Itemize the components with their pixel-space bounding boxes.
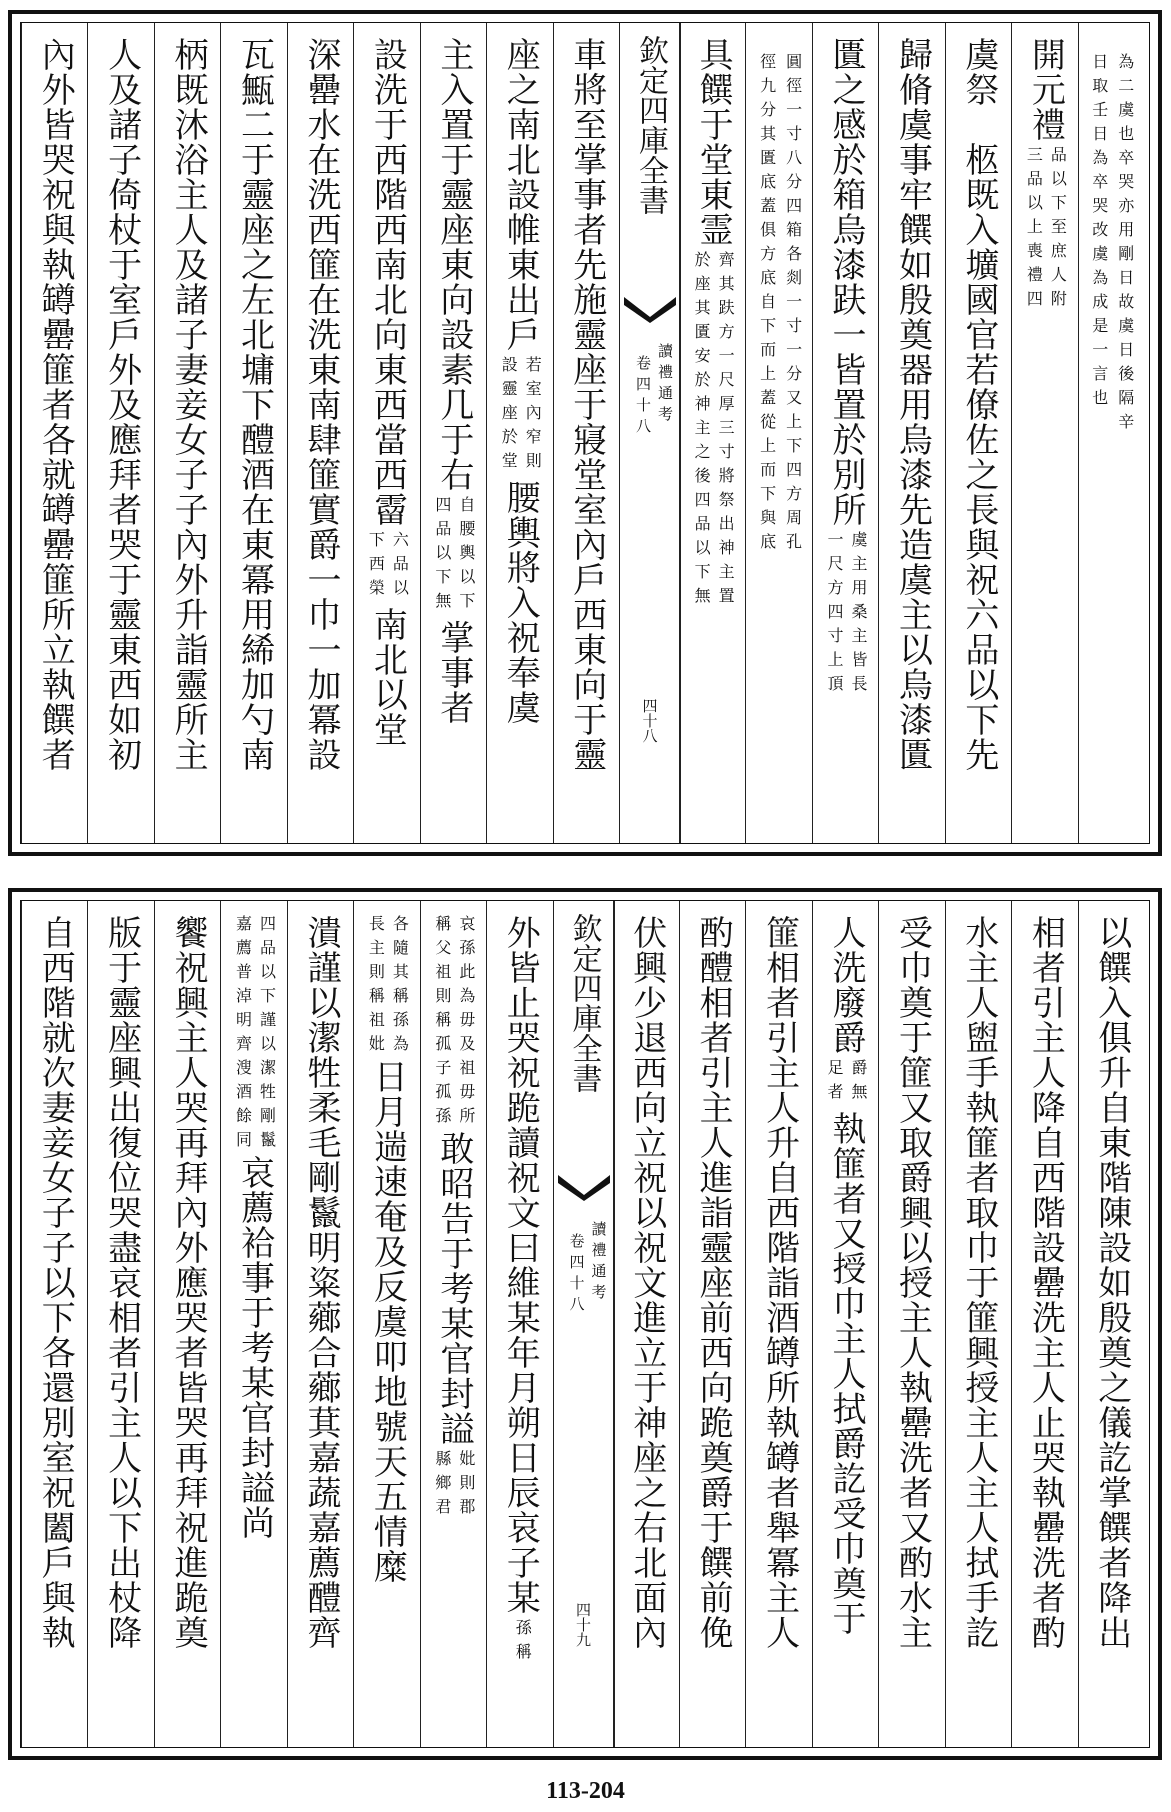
right-column-6 <box>679 901 746 1747</box>
annotation-line: 日取壬日為卒哭改虞為成是一言也 <box>1089 53 1109 413</box>
right-column-5 <box>745 23 812 843</box>
annotation-line: 圓徑一寸八分四箱各剡一寸一分又上下四方周孔 <box>783 53 803 557</box>
annotation-pair <box>498 356 542 476</box>
column-text: 腰輿將入祝奉虞 <box>500 480 541 725</box>
right-column-2 <box>945 23 1012 843</box>
column-text: 伏興少退西向立祝以祝文進立于神座之右北面內 <box>626 915 667 1650</box>
left-column-3 <box>353 23 420 843</box>
annotation-line: 一尺方四寸上頂 <box>825 531 845 699</box>
column-flow <box>354 915 420 1584</box>
left-column-7 <box>21 901 88 1747</box>
left-column-2 <box>353 901 420 1747</box>
lower-page-frame <box>20 900 1150 1748</box>
book-title: 讀禮通考 <box>655 343 674 427</box>
annotation-line: 縣鄉君 <box>432 1450 452 1522</box>
column-flow <box>421 915 487 1522</box>
right-column-4 <box>812 901 879 1747</box>
right-column-1 <box>1011 23 1078 843</box>
annotation-pair <box>824 531 868 699</box>
fold-header-column <box>553 901 615 1747</box>
column-text: 主入置于靈座東向設素几于右 <box>433 37 474 492</box>
collection-title: 欽定四庫全書 <box>632 35 668 215</box>
column-text: 柄既沐浴主人及諸子妻妾女子子內外升詣靈所主 <box>168 37 209 772</box>
column-text: 南北以堂 <box>367 607 408 747</box>
column-text: 匱之感於箱烏漆趺一皆置於別所 <box>826 37 867 527</box>
left-column-4 <box>287 23 354 843</box>
column-text: 執篚者又授巾主人拭爵訖受巾奠于 <box>826 1111 867 1636</box>
column-text: 人及諸子倚杖于室戶外及應拜者哭于靈東西如初 <box>101 37 142 772</box>
left-column-4 <box>220 901 287 1747</box>
annotation-line: 於座其匱安於神主之後四品以下無 <box>692 251 712 611</box>
annotation-pair <box>365 915 409 1059</box>
column-text: 篚相者引主人升自西階詣酒罇所執罇者舉冪主人 <box>759 915 800 1650</box>
lower-page <box>8 888 1162 1760</box>
left-column-7 <box>87 23 154 843</box>
collection-title: 欽定四庫全書 <box>566 913 602 1093</box>
annotation-line: 嘉薦普淖明齊溲酒餘同 <box>233 915 253 1155</box>
right-column-0 <box>1078 23 1145 843</box>
left-column-6 <box>154 23 221 843</box>
annotation-line: 下西榮 <box>366 531 386 603</box>
annotation-line: 設靈座於堂 <box>499 356 519 476</box>
fold-header-column <box>619 23 681 843</box>
left-column-8 <box>21 23 88 843</box>
annotation-line: 品以下至庶人附 <box>1048 146 1068 314</box>
column-text: 深罍水在洗西篚在洗東南肆篚實爵一巾一加冪設 <box>300 37 341 772</box>
column-text: 人洗廢爵 <box>826 915 867 1055</box>
column-text: 車將至掌事者先施靈座于寢堂室內戶西東向于靈 <box>566 37 607 772</box>
column-flow <box>680 37 746 611</box>
annotation-line: 六品以 <box>390 531 410 603</box>
left-column-0 <box>553 23 620 843</box>
column-text: 饗祝興主人哭再拜內外應哭者皆哭再拜祝進跪奠 <box>168 915 209 1650</box>
annotation-line: 四品以下謹以潔牲剛鬣 <box>257 915 277 1155</box>
upper-page-frame <box>20 22 1150 844</box>
column-text: 座之南北設帷東出戶 <box>500 37 541 352</box>
right-column-3 <box>878 901 945 1747</box>
annotation-line: 哀孫此為毋及祖毋所 <box>456 915 476 1131</box>
column-flow <box>354 37 420 747</box>
annotation-line: 三品以上喪禮四 <box>1024 146 1044 314</box>
column-text: 以饌入俱升自東階陳設如殷奠之儀訖掌饌者降出 <box>1091 915 1132 1650</box>
annotation-pair <box>432 1450 476 1522</box>
column-flow <box>421 37 487 725</box>
annotation-line: 齊其趺方一尺厚三寸將祭出神主置 <box>716 251 736 611</box>
annotation-pair <box>1023 146 1067 314</box>
right-column-4 <box>812 23 879 843</box>
column-text: 內外皆哭祝與執罇罍篚者各就罇罍篚所立執饌者 <box>35 37 76 772</box>
folio-number: 四十八 <box>640 698 659 743</box>
column-text: 自西階就次妻妾女子子以下各還別室祝闔戶與執 <box>35 915 76 1650</box>
column-text: 酌醴相者引主人進詣靈座前西向跪奠爵于饌前俛 <box>693 915 734 1650</box>
right-column-0 <box>1078 901 1145 1747</box>
annotation-pair <box>508 1619 532 1667</box>
column-text: 受巾奠于篚又取爵興以授主人執罍洗者又酌水主 <box>892 915 933 1650</box>
page-code: 113-204 <box>546 1778 625 1804</box>
annotation-pair <box>233 915 277 1155</box>
annotation-line: 自腰輿以下 <box>456 496 476 616</box>
left-column-1 <box>486 23 553 843</box>
annotation-line: 各隨其稱孫為 <box>390 915 410 1059</box>
column-text: 歸脩虞事牢饌如殷奠器用烏漆先造虞主以烏漆匱 <box>892 37 933 772</box>
right-column-5 <box>745 901 812 1747</box>
right-column-7 <box>613 901 680 1747</box>
column-text: 設洗于西階西南北向東西當西霤 <box>367 37 408 527</box>
annotation-line: 四品以下無 <box>432 496 452 616</box>
column-text: 瓦甒二于靈座之左北墉下醴酒在東冪用絺加勺南 <box>234 37 275 772</box>
annotation-pair <box>824 1059 868 1107</box>
column-text: 開元禮 <box>1025 37 1066 142</box>
annotation-line: 虞主用桑主皆長 <box>849 531 869 699</box>
left-column-0 <box>486 901 553 1747</box>
fishtail-mark-icon <box>554 1173 614 1203</box>
column-text: 潰謹以潔牲柔毛剛鬣明粢薌合薌萁嘉蔬嘉薦醴齊 <box>300 915 341 1650</box>
column-flow <box>221 915 287 1540</box>
annotation-line: 爵無 <box>849 1059 869 1107</box>
right-column-6 <box>679 23 746 843</box>
column-text: 哀薦袷事于考某官封謚尚 <box>234 1155 275 1540</box>
fishtail-mark-icon <box>620 295 680 325</box>
right-column-1 <box>1011 901 1078 1747</box>
column-text: 具饌于堂東霊 <box>693 37 734 247</box>
column-text: 相者引主人降自西階設罍洗主人止哭執罍洗者酌 <box>1025 915 1066 1650</box>
column-flow <box>813 37 879 699</box>
annotation-line: 妣則郡 <box>456 1450 476 1522</box>
annotation-pair <box>691 251 735 611</box>
upper-page <box>8 10 1162 856</box>
left-column-6 <box>87 901 154 1747</box>
annotation-pair <box>365 531 409 603</box>
annotation-line: 稱父祖則稱孤子孤孫 <box>432 915 452 1131</box>
column-text: 敢昭告于考某官封謚 <box>433 1131 474 1446</box>
column-text: 虞祭 柩既入壙國官若僚佐之長與祝六品以下先 <box>958 37 999 772</box>
right-column-3 <box>878 23 945 843</box>
annotation-line: 為二虞也卒哭亦用剛日故虞日後隔辛 <box>1115 53 1135 437</box>
left-column-3 <box>287 901 354 1747</box>
left-column-5 <box>154 901 221 1747</box>
annotation-line: 徑九分其匱底蓋俱方底自下而上蓋從上而下與底 <box>757 53 777 557</box>
column-flow <box>813 915 879 1636</box>
volume-number: 卷四十八 <box>633 355 652 439</box>
annotation-line: 長主則稱祖妣 <box>366 915 386 1059</box>
column-text: 版于靈座興出復位哭盡哀相者引主人以下出杖降 <box>101 915 142 1650</box>
right-column-2 <box>945 901 1012 1747</box>
column-flow <box>1012 37 1078 314</box>
left-column-1 <box>420 901 487 1747</box>
annotation-line: 足者 <box>825 1059 845 1107</box>
column-text: 掌事者 <box>433 620 474 725</box>
folio-number: 四十九 <box>574 1602 592 1647</box>
annotation-pair <box>432 915 476 1131</box>
column-text: 外皆止哭祝跪讀祝文曰維某年月朔日辰哀子某 <box>500 915 541 1615</box>
column-flow <box>487 915 553 1667</box>
column-flow <box>487 37 553 725</box>
left-column-2 <box>420 23 487 843</box>
book-title: 讀禮通考 <box>589 1221 608 1305</box>
annotation-pair <box>432 496 476 616</box>
column-text: 日月遄速奄及反虞叩地號天五情糜 <box>367 1059 408 1584</box>
column-text: 水主人盥手執篚者取巾于篚興授主人主人拭手訖 <box>958 915 999 1650</box>
annotation-line: 孫稱 <box>513 1619 533 1667</box>
left-column-5 <box>220 23 287 843</box>
annotation-line: 若室內窄則 <box>523 356 543 476</box>
volume-number: 卷四十八 <box>567 1233 586 1317</box>
